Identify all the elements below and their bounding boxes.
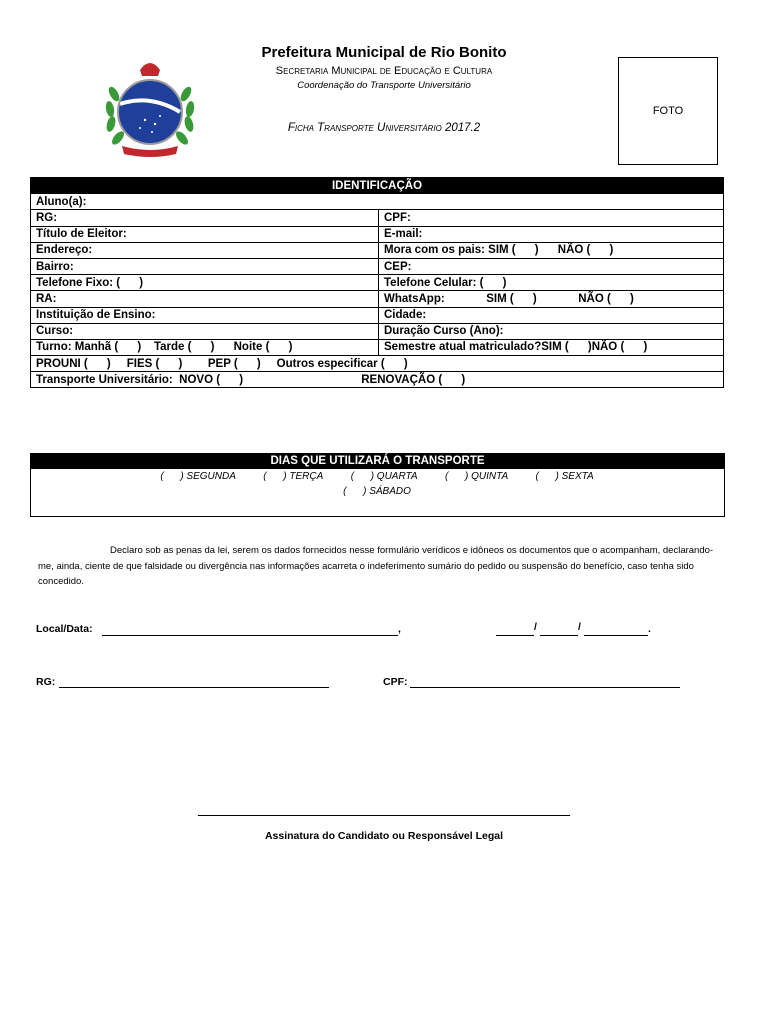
- mora-com-pais-field[interactable]: Mora com os pais: SIM ( ) NÃO ( ): [379, 242, 724, 258]
- local-data-comma: ,: [398, 623, 401, 635]
- local-data-label: Local/Data:: [36, 623, 93, 635]
- secretaria-subtitle: Secretaria Municipal de Educação e Cultura: [275, 65, 493, 77]
- declaracao-text: [38, 543, 718, 590]
- coordenacao-subtitle: Coordenação do Transporte Universitário: [297, 80, 471, 91]
- cpf-field[interactable]: CPF:: [379, 210, 724, 226]
- signature-label: Assinatura do Candidato ou Responsável Legal: [264, 830, 504, 842]
- transporte-field[interactable]: Transporte Universitário: NOVO ( ) RENOVAÇÃO ( ): [31, 372, 724, 388]
- rg-input[interactable]: [59, 673, 329, 688]
- semestre-field[interactable]: Semestre atual matriculado?SIM ( )NÃO ( ): [379, 339, 724, 355]
- cidade-field[interactable]: Cidade:: [379, 307, 724, 323]
- telefone-celular-field[interactable]: Telefone Celular: ( ): [379, 275, 724, 291]
- whatsapp-field[interactable]: WhatsApp: SIM ( ) NÃO ( ): [379, 291, 724, 307]
- date-month-input[interactable]: [540, 621, 578, 636]
- dias-sabado[interactable]: ( ) SÁBADO: [343, 486, 411, 497]
- ra-field[interactable]: RA:: [31, 291, 379, 307]
- date-separator: /: [534, 621, 537, 633]
- endereco-field[interactable]: Endereço:: [31, 242, 379, 258]
- email-field[interactable]: E-mail:: [379, 226, 724, 242]
- bairro-field[interactable]: Bairro:: [31, 258, 379, 274]
- rg-field[interactable]: RG:: [31, 210, 379, 226]
- dias-heading: DIAS QUE UTILIZARÁ O TRANSPORTE: [30, 453, 725, 469]
- identificacao-heading: IDENTIFICAÇÃO: [31, 178, 724, 194]
- page-title: Prefeitura Municipal de Rio Bonito: [261, 44, 507, 61]
- photo-box: [618, 57, 718, 165]
- duracao-curso-field[interactable]: Duração Curso (Ano):: [379, 323, 724, 339]
- telefone-fixo-field[interactable]: Telefone Fixo: ( ): [31, 275, 379, 291]
- instituicao-field[interactable]: Instituição de Ensino:: [31, 307, 379, 323]
- date-day-input[interactable]: [496, 621, 534, 636]
- date-period: .: [648, 623, 651, 635]
- photo-label: FOTO: [652, 105, 684, 117]
- curso-field[interactable]: Curso:: [31, 323, 379, 339]
- signature-line[interactable]: [198, 815, 570, 816]
- prouni-field[interactable]: PROUNI ( ) FIES ( ) PEP ( ) Outros especificar ( ): [31, 356, 724, 372]
- ficha-title: Ficha Transporte Universitário 2017.2: [287, 122, 481, 134]
- declaracao-body: Declaro sob as penas da lei, serem os dados fornecidos nesse formulário verídicos e idôneos os documentos que o acompanham, declarando-me, ainda, ciente de que falsidade ou divergência nas informações acarreta o indeferimento sumário do pedido ou suspensão do benefício, caso tenha sido concedido.: [38, 545, 714, 587]
- identificacao-table: [30, 177, 724, 388]
- dias-weekdays[interactable]: ( ) SEGUNDA ( ) TERÇA ( ) QUARTA ( ) QUINTA ( ) SEXTA: [160, 471, 594, 482]
- titulo-eleitor-field[interactable]: Título de Eleitor:: [31, 226, 379, 242]
- aluno-field[interactable]: Aluno(a):: [31, 194, 724, 210]
- cpf-label: CPF:: [383, 676, 408, 688]
- turno-field[interactable]: Turno: Manhã ( ) Tarde ( ) Noite ( ): [31, 339, 379, 355]
- local-data-input[interactable]: [102, 621, 398, 636]
- cep-field[interactable]: CEP:: [379, 258, 724, 274]
- rg-label: RG:: [36, 676, 56, 688]
- date-year-input[interactable]: [584, 621, 648, 636]
- cpf-input[interactable]: [410, 673, 680, 688]
- date-separator: /: [578, 621, 581, 633]
